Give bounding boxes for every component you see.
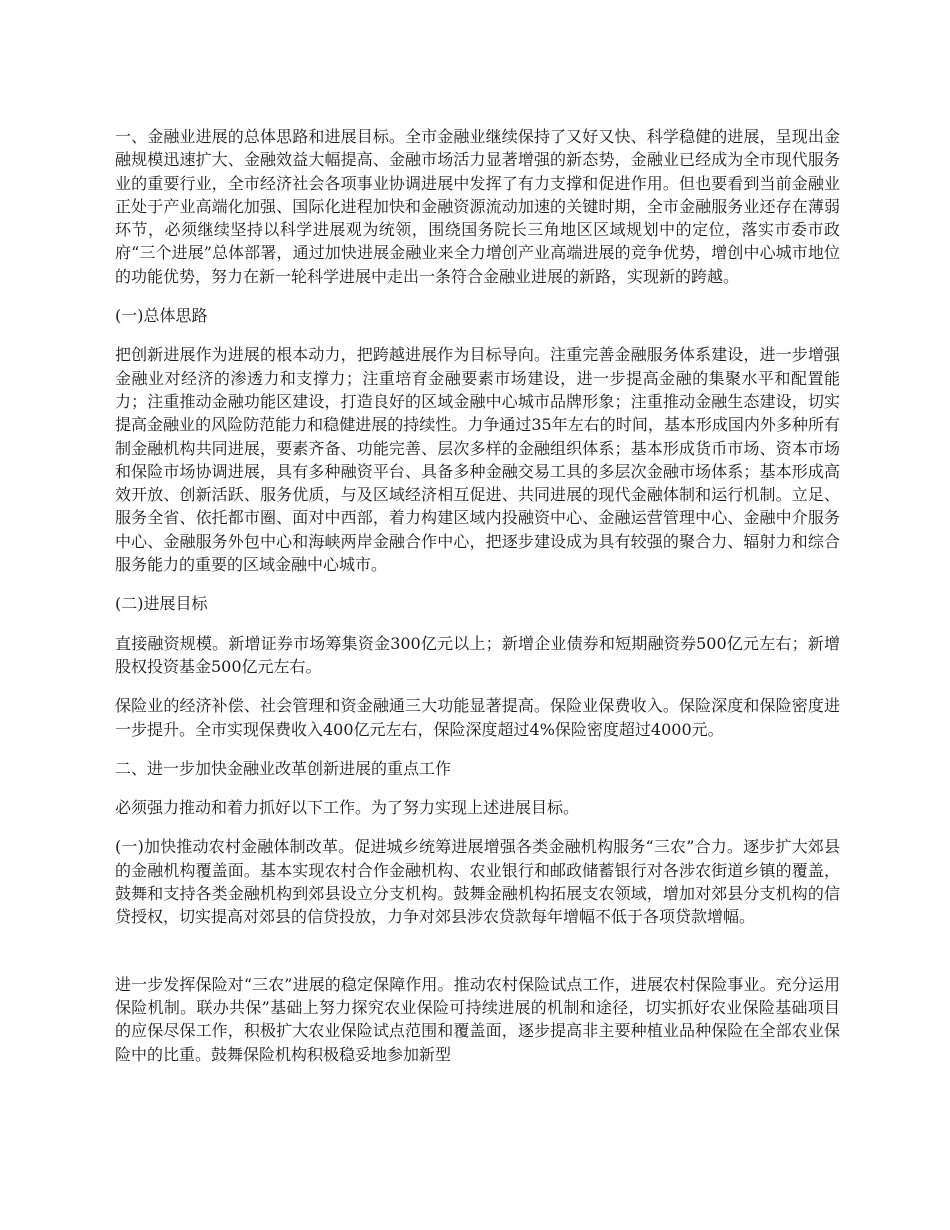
paragraph-rural-finance-reform: (一)加快推动农村金融体制改革。促进城乡统筹进展增强各类金融机构服务“三农”合力。逐步扩大郊县的金融机构覆盖面。基本实现农村合作金融机构、农业银行和邮政储蓄银行对各涉农街道乡镇的覆盖，鼓舞和支持各类金融机构到郊县设立分支机构。鼓舞金融机构拓展支农领域，增加对郊县分支机构的信贷授权，切实提高对郊县的信贷投放，力争对郊县涉农贷款每年增幅不低于各项贷款增幅。 (115, 837, 840, 927)
paragraph-general-approach: 把创新进展作为进展的根本动力，把跨越进展作为目标导向。注重完善金融服务体系建设，进一步增强金融业对经济的渗透力和支撑力；注重培育金融要素市场建设，进一步提高金融的集聚水平和配置能力；注重推动金融功能区建设，打造良好的区域金融中心城市品牌形象；注重推动金融生态建设，切实提高金融业的风险防范能力和稳健进展的持续性。力争通过35年左右的时间，基本形成国内外多种所有制金融机构共同进展，要素齐备、功能完善、层次多样的金融组织体系；基本形成货币市场、资本市场和保险市场协调进展，具有多种融资平台、具备多种金融交易工具的多层次金融市场体系；基本形成高效开放、创新活跃、服务优质，与及区域经济相互促进、共同进展的现代金融体制和运行机制。立足、服务全省、依托都市圈、面对中西部，着力构建区域内投融资中心、金融运营管理中心、金融中介服务中心、金融服务外包中心和海峡两岸金融合作中心，把逐步建设成为具有较强的聚合力、辐射力和综合服务能力的重要的区域金融中心城市。 (115, 345, 840, 575)
paragraph-insurance-goals: 保险业的经济补偿、社会管理和资金融通三大功能显著提高。保险业保费收入。保险深度和保险密度进一步提升。全市实现保费收入400亿元左右，保险深度超过4%保险密度超过4000元。 (115, 696, 840, 739)
heading-goals: (二)进展目标 (115, 594, 208, 614)
heading-key-work: 二、进一步加快金融业改革创新进展的重点工作 (115, 758, 452, 778)
section-gap (115, 945, 840, 973)
paragraph-key-work-intro: 必须强力推动和着力抓好以下工作。为了努力实现上述进展目标。 (115, 798, 580, 818)
paragraph-rural-insurance: 进一步发挥保险对“三农”进展的稳定保障作用。推动农村保险试点工作，进展农村保险事业。充分运用保险机制。联办共保”基础上努力探究农业保险可持续进展的机制和途径，切实抓好农业保险基础项目的应保尽保工作，积极扩大农业保险试点范围和覆盖面，逐步提高非主要种植业品种保险在全部农业保险中的比重。鼓舞保险机构积极稳妥地参加新型 (115, 974, 840, 1064)
heading-general-approach: (一)总体思路 (115, 306, 208, 326)
document-body (115, 125, 840, 1082)
paragraph-direct-financing: 直接融资规模。新增证券市场筹集资金300亿元以上；新增企业债券和短期融资券500亿元左右；新增股权投资基金500亿元左右。 (115, 633, 840, 676)
paragraph-overview: 一、金融业进展的总体思路和进展目标。全市金融业继续保持了又好又快、科学稳健的进展，呈现出金融规模迅速扩大、金融效益大幅提高、金融市场活力显著增强的新态势，金融业已经成为全市现代服务业的重要行业，全市经济社会各项事业协调进展中发挥了有力支撑和促进作用。但也要看到当前金融业正处于产业高端化加强、国际化进程加快和金融资源流动加速的关键时期，全市金融服务业还存在薄弱环节，必须继续坚持以科学进展观为统领，围绕国务院长三角地区区域规划中的定位，落实市委市政府“三个进展”总体部署，通过加快进展金融业来全力增创产业高端进展的竞争优势，增创中心城市地位的功能优势，努力在新一轮科学进展中走出一条符合金融业进展的新路，实现新的跨越。 (115, 127, 840, 286)
